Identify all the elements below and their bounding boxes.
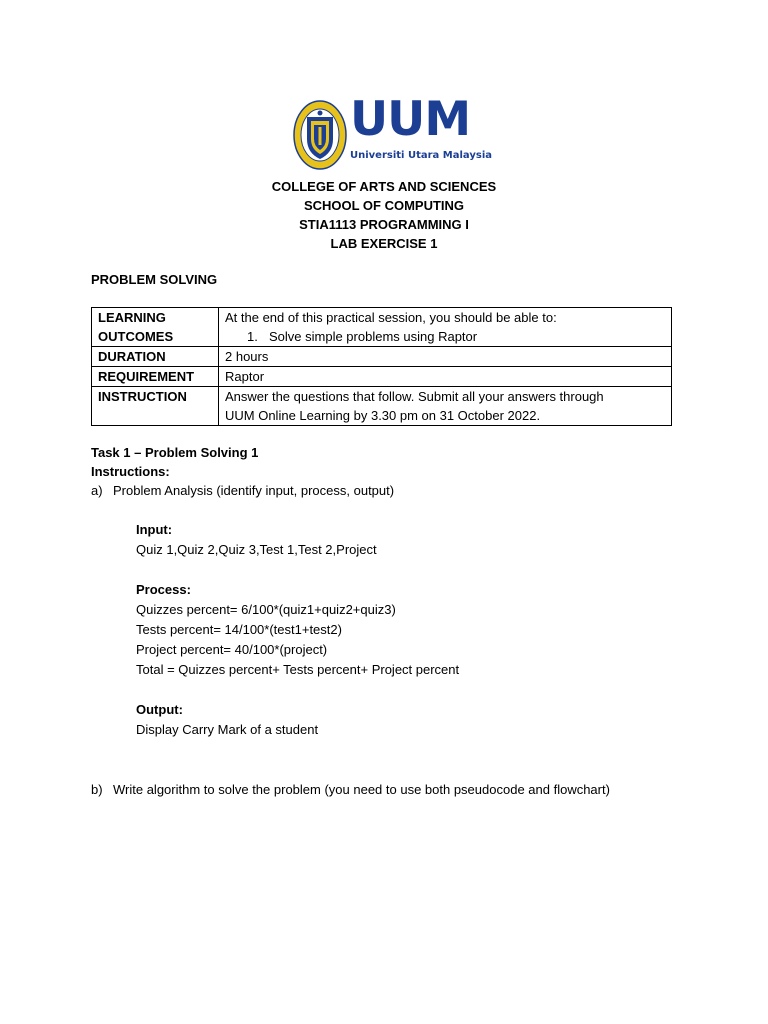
input-value: Quiz 1,Quiz 2,Quiz 3,Test 1,Test 2,Project bbox=[136, 542, 377, 557]
process-line: Tests percent= 14/100*(test1+test2) bbox=[136, 622, 342, 637]
document-header bbox=[0, 177, 768, 253]
header-lab: LAB EXERCISE 1 bbox=[330, 236, 438, 251]
uum-crest-icon bbox=[292, 99, 348, 171]
process-line: Project percent= 40/100*(project) bbox=[136, 642, 328, 657]
spacer bbox=[91, 500, 711, 520]
outcome-number: 1. bbox=[247, 329, 258, 344]
uum-logo bbox=[292, 92, 492, 171]
table-row bbox=[92, 308, 672, 347]
logo-wordmark: UUM bbox=[350, 92, 471, 147]
spacer bbox=[91, 740, 711, 780]
header-school: SCHOOL OF COMPUTING bbox=[303, 198, 465, 213]
requirement-value: Raptor bbox=[219, 367, 672, 387]
process-line: Quizzes percent= 6/100*(quiz1+quiz2+quiz3) bbox=[136, 602, 396, 617]
outcomes-intro: At the end of this practical session, you should be able to: bbox=[225, 310, 557, 325]
spacer bbox=[91, 560, 711, 580]
spacer bbox=[91, 680, 711, 700]
header-college: COLLEGE OF ARTS AND SCIENCES bbox=[271, 179, 497, 194]
process-line: Total = Quizzes percent+ Tests percent+ Project percent bbox=[136, 662, 460, 677]
duration-value: 2 hours bbox=[219, 347, 672, 367]
instruction-line: Answer the questions that follow. Submit all your answers through bbox=[225, 389, 604, 404]
header-course: STIA1113 PROGRAMMING I bbox=[299, 217, 469, 232]
input-label: Input: bbox=[136, 522, 173, 537]
table-row bbox=[92, 387, 672, 426]
duration-label: DURATION bbox=[92, 347, 219, 367]
part-b-text: Write algorithm to solve the problem (you need to use both pseudocode and flowchart) bbox=[113, 782, 610, 797]
task-section bbox=[91, 443, 711, 799]
part-b-marker: b) bbox=[91, 782, 103, 797]
instruction-value bbox=[219, 387, 672, 426]
outcome-text: Solve simple problems using Raptor bbox=[269, 329, 478, 344]
requirement-label: REQUIREMENT bbox=[92, 367, 219, 387]
label-line: OUTCOMES bbox=[98, 329, 174, 344]
part-a-marker: a) bbox=[91, 483, 103, 498]
instructions-label: Instructions: bbox=[91, 464, 170, 479]
instruction-line: UUM Online Learning by 3.30 pm on 31 October 2022. bbox=[225, 408, 541, 423]
table-row bbox=[92, 347, 672, 367]
learning-outcomes-label bbox=[92, 308, 219, 347]
output-value: Display Carry Mark of a student bbox=[136, 722, 319, 737]
task-title: Task 1 – Problem Solving 1 bbox=[91, 445, 259, 460]
section-title: PROBLEM SOLVING bbox=[91, 272, 218, 287]
logo-subtitle: Universiti Utara Malaysia bbox=[350, 150, 492, 161]
part-a bbox=[91, 481, 711, 500]
outcome-item bbox=[225, 327, 665, 346]
learning-outcomes-value bbox=[219, 308, 672, 347]
process-label: Process: bbox=[136, 582, 191, 597]
label-line: LEARNING bbox=[98, 310, 166, 325]
info-table bbox=[91, 307, 672, 426]
table-row bbox=[92, 367, 672, 387]
part-a-text: Problem Analysis (identify input, process, output) bbox=[113, 483, 395, 498]
part-b bbox=[91, 780, 711, 799]
instruction-label: INSTRUCTION bbox=[92, 387, 219, 426]
output-label: Output: bbox=[136, 702, 183, 717]
